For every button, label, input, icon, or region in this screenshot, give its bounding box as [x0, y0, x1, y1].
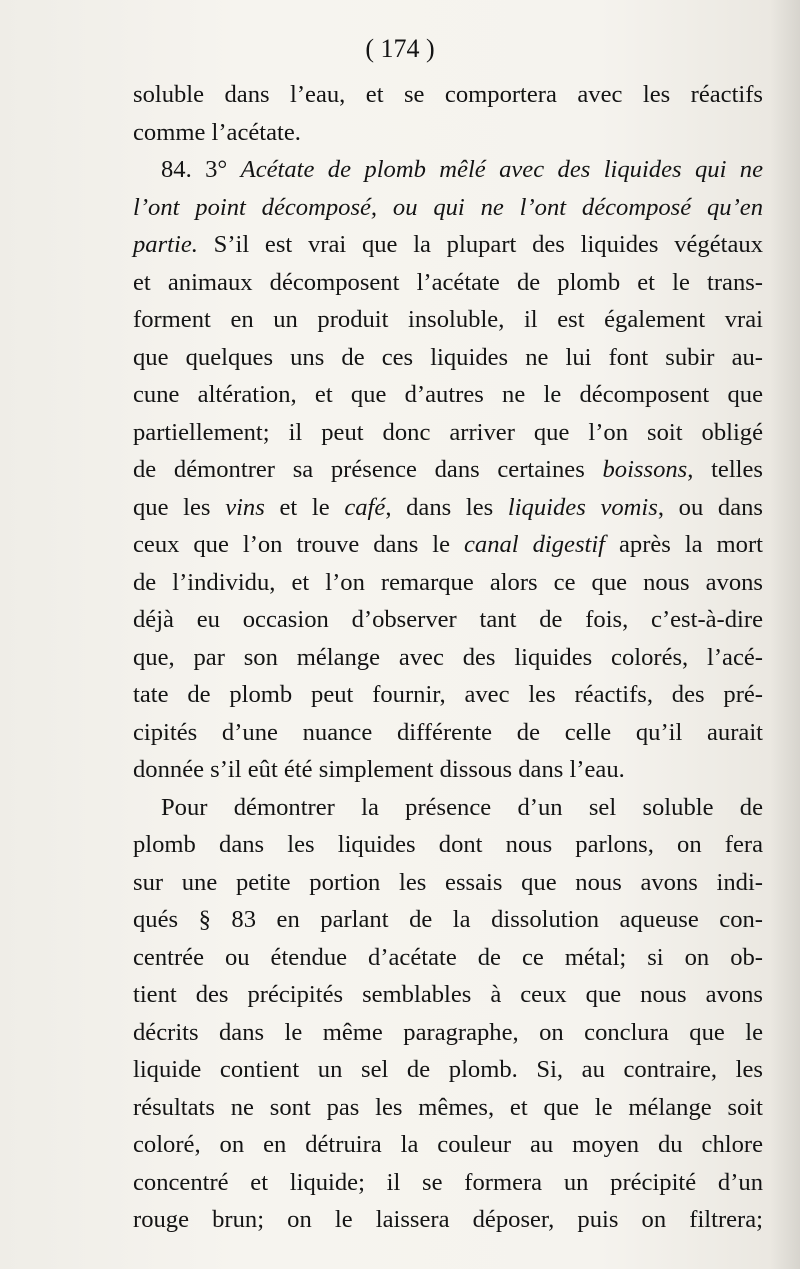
text-line	[133, 1014, 763, 1052]
text-segment: forment en un produit insoluble, il est également vrai	[133, 306, 763, 333]
text-segment: 84. 3°	[161, 156, 241, 183]
text-segment: ceux que l’on trouve dans le	[133, 531, 464, 558]
text-segment: résultats ne sont pas les mêmes, et que le mélange soit	[133, 1093, 763, 1121]
text-segment: et le	[264, 493, 345, 521]
text-segment: partiellement; il peut donc arriver que l’on soit obligé	[133, 418, 763, 446]
text-segment: , dans les	[385, 493, 508, 521]
text-line	[133, 1089, 763, 1127]
italic-text: canal digestif	[464, 531, 606, 558]
text-line	[133, 1164, 763, 1202]
text-segment: concentré et liquide; il se formera un précipité d’un	[133, 1168, 763, 1196]
text-segment: que, par son mélange avec des liquides colorés, l’acé-	[133, 643, 763, 671]
text-segment: plomb dans les liquides dont nous parlons, on fera	[133, 831, 763, 858]
text-line	[133, 601, 763, 639]
text-segment: cipités d’une nuance différente de celle qu’il aurait	[133, 718, 763, 746]
italic-text: liquides vomis	[507, 493, 658, 521]
text-line	[133, 339, 763, 377]
italic-text: café	[344, 493, 386, 521]
text-segment: déjà eu occasion d’observer tant de fois, c’est-à-dire	[133, 606, 763, 633]
text-line	[133, 751, 763, 789]
text-line	[133, 301, 763, 339]
text-line	[133, 376, 763, 414]
text-segment: , telles	[687, 456, 763, 483]
text-segment: de démontrer sa présence dans certaines	[133, 456, 603, 483]
text-segment: que quelques uns de ces liquides ne lui font subir au-	[133, 343, 763, 371]
text-segment: rouge brun; on le laissera déposer, puis on filtrera;	[133, 1206, 763, 1233]
text-line	[133, 414, 763, 452]
text-segment: centrée ou étendue d’acétate de ce métal; si on ob-	[133, 943, 763, 971]
text-segment: comme l’acétate.	[133, 118, 301, 146]
text-line	[133, 976, 763, 1014]
text-segment: coloré, on en détruira la couleur au moyen du chlore	[133, 1131, 763, 1158]
text-line	[133, 264, 763, 302]
text-line	[133, 901, 763, 939]
text-line	[133, 489, 763, 527]
text-line	[133, 1201, 763, 1239]
text-segment: qués § 83 en parlant de la dissolution aqueuse con-	[133, 906, 763, 933]
text-segment: tient des précipités semblables à ceux que nous avons	[133, 981, 763, 1008]
italic-text: l’ont point décomposé, ou qui ne l’ont décomposé qu’en	[133, 193, 763, 221]
text-line	[133, 151, 763, 189]
text-segment: Pour démontrer la présence d’un sel soluble de	[161, 793, 763, 821]
text-line	[133, 826, 763, 864]
text-segment: soluble dans l’eau, et se comportera avec les réactifs	[133, 81, 763, 108]
text-line	[133, 189, 763, 227]
text-line	[133, 1126, 763, 1164]
text-segment: de l’individu, et l’on remarque alors ce que nous avons	[133, 568, 763, 596]
text-line	[133, 639, 763, 677]
text-segment: , ou dans	[657, 493, 763, 521]
page-number: ( 174 )	[365, 34, 435, 63]
text-segment: après la mort	[605, 531, 763, 558]
text-line	[133, 1051, 763, 1089]
text-segment: S’il est vrai que la plupart des liquides végétaux	[197, 231, 763, 258]
text-line	[133, 789, 763, 827]
text-line	[133, 676, 763, 714]
italic-text: boissons	[602, 456, 688, 483]
page-edge-shadow	[770, 0, 800, 1269]
text-line	[133, 451, 763, 489]
text-segment: cune altération, et que d’autres ne le décomposent que	[133, 381, 763, 408]
text-line	[133, 714, 763, 752]
text-line	[133, 226, 763, 264]
text-segment: tate de plomb peut fournir, avec les réactifs, des pré-	[133, 681, 763, 708]
body-text	[133, 76, 763, 1239]
text-segment: liquide contient un sel de plomb. Si, au contraire, les	[133, 1056, 763, 1083]
text-segment: et animaux décomposent l’acétate de plomb et le trans-	[133, 268, 763, 296]
text-segment: que les	[133, 493, 226, 521]
text-line	[133, 76, 763, 114]
italic-text: Acétate de plomb mêlé avec des liquides qui ne	[240, 156, 764, 183]
text-line	[133, 564, 763, 602]
text-segment: décrits dans le même paragraphe, on conclura que le	[133, 1018, 763, 1046]
italic-text: vins	[225, 493, 265, 521]
italic-text: partie.	[133, 231, 198, 258]
text-line	[133, 526, 763, 564]
text-segment: sur une petite portion les essais que nous avons indi-	[133, 868, 763, 896]
text-line	[133, 939, 763, 977]
text-line	[133, 864, 763, 902]
text-line	[133, 114, 763, 152]
text-segment: donnée s’il eût été simplement dissous dans l’eau.	[133, 756, 625, 783]
